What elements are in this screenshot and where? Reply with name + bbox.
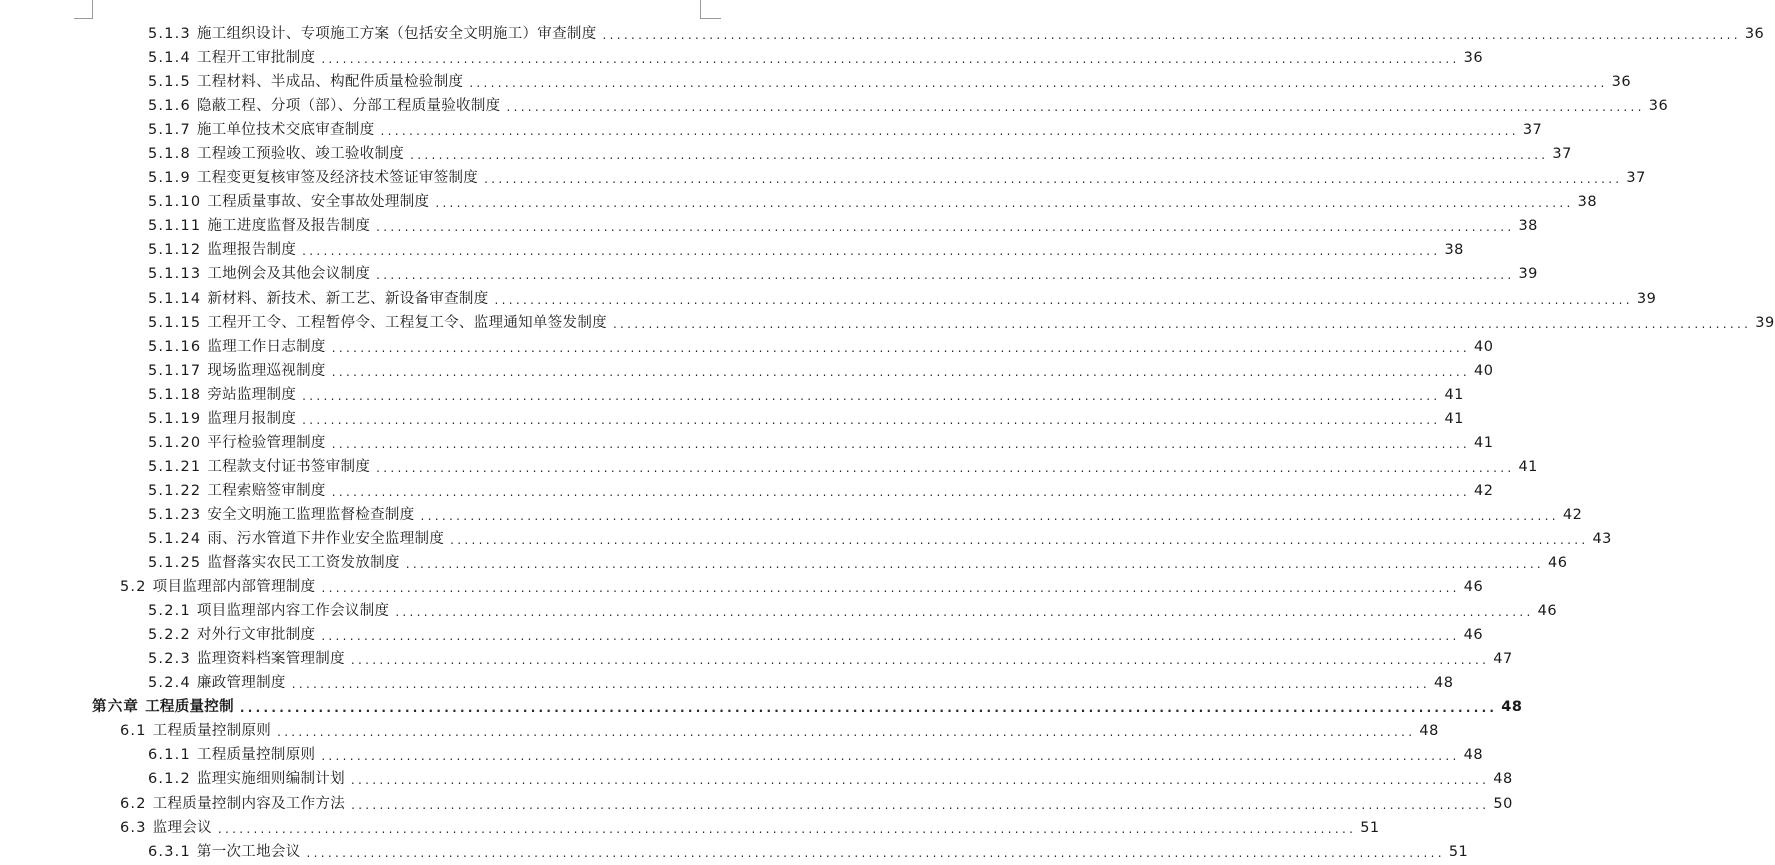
toc-entry-page-number: 41: [1518, 458, 1538, 475]
toc-entry-page-number: 41: [1444, 386, 1464, 403]
toc-entry[interactable]: [0, 70, 1632, 94]
toc-dot-leader: ................................................................................................................................................................: [302, 412, 1441, 427]
toc-entry[interactable]: [0, 335, 1494, 359]
toc-entry-number: 6.1.1: [148, 747, 191, 764]
toc-dot-leader: ................................................................................................................................................................: [350, 773, 1490, 788]
toc-dot-leader: ................................................................................................................................................................: [331, 364, 1471, 379]
toc-dot-leader: ................................................................................................................................................................: [331, 436, 1471, 451]
toc-entry-number: 6.2: [120, 795, 147, 812]
toc-entry[interactable]: [0, 551, 1568, 575]
toc-entry[interactable]: [0, 623, 1484, 647]
toc-entry-title: 项目监理部内容工作会议制度: [196, 603, 390, 620]
toc-entry-title: 旁站监理制度: [207, 386, 297, 403]
toc-entry-page-number: 43: [1592, 531, 1612, 547]
toc-entry-title: 监理工作日志制度: [207, 338, 326, 355]
toc-entry-page-number: 39: [1755, 314, 1775, 331]
toc-entry-page-number: 37: [1522, 122, 1543, 139]
toc-entry-title: 工程变更复核审签及经济技术签证审签制度: [196, 170, 479, 187]
toc-entry[interactable]: [0, 407, 1464, 431]
toc-entry-page-number: 48: [1434, 675, 1454, 692]
toc-dot-leader: ................................................................................................................................................................: [506, 100, 1645, 115]
toc-entry-page-number: 36: [1463, 50, 1484, 67]
toc-entry-page-number: 38: [1518, 218, 1538, 235]
margin-corner-mark-left: [74, 0, 93, 19]
toc-entry[interactable]: [0, 671, 1454, 695]
toc-entry-number: 5.2.1: [148, 603, 191, 620]
toc-entry-number: 5.1.10: [148, 194, 202, 211]
toc-entry-page-number: 40: [1474, 338, 1494, 355]
toc-dot-leader: ................................................................................................................................................................: [351, 797, 1490, 812]
toc-entry[interactable]: [0, 190, 1598, 214]
toc-entry-number: 5.1.19: [148, 410, 202, 427]
toc-entry-title: 施工单位技术交底审查制度: [196, 122, 375, 139]
toc-entry[interactable]: [0, 599, 1558, 623]
toc-dot-leader: ................................................................................................................................................................: [420, 508, 1559, 523]
toc-entry[interactable]: [0, 22, 1765, 46]
toc-entry-number: 5.1.23: [148, 506, 202, 523]
toc-entry-number: 5.1.14: [148, 290, 202, 307]
toc-dot-leader: ................................................................................................................................................................: [484, 172, 1623, 187]
toc-entry-title: 工程开工审批制度: [196, 50, 316, 67]
toc-entry-title: 廉政管理制度: [196, 675, 286, 692]
toc-entry[interactable]: [0, 503, 1583, 527]
toc-dot-leader: ................................................................................................................................................................: [302, 244, 1441, 259]
toc-entry[interactable]: [0, 840, 1469, 864]
toc-entry[interactable]: [0, 767, 1513, 791]
toc-entry[interactable]: [0, 695, 1523, 719]
toc-entry-page-number: 46: [1548, 555, 1568, 572]
toc-dot-leader: ................................................................................................................................................................: [602, 28, 1741, 43]
toc-entry-title: 监理会议: [152, 819, 212, 836]
toc-entry-page-number: 48: [1501, 699, 1523, 716]
toc-entry-number: 5.1.3: [148, 26, 191, 43]
toc-entry-page-number: 48: [1463, 747, 1484, 764]
toc-entry-page-number: 36: [1611, 74, 1632, 91]
toc-dot-leader: ................................................................................................................................................................: [376, 268, 1515, 283]
toc-entry-number: 5.2.4: [148, 675, 191, 692]
toc-entry[interactable]: [0, 118, 1543, 142]
toc-entry-page-number: 38: [1577, 194, 1598, 211]
toc-entry[interactable]: [0, 647, 1513, 671]
toc-entry-number: 5.2.2: [148, 627, 191, 644]
toc-dot-leader: ................................................................................................................................................................: [376, 220, 1515, 235]
toc-entry-title: 工地例会及其他会议制度: [207, 266, 371, 283]
toc-entry-title: 雨、污水管道下井作业安全监理制度: [207, 531, 445, 547]
toc-entry[interactable]: [0, 46, 1484, 70]
toc-entry-title: 监理月报制度: [207, 410, 297, 427]
toc-dot-leader: ................................................................................................................................................................: [435, 196, 1574, 211]
margin-corner-mark-right: [700, 0, 721, 19]
toc-entry-title: 工程开工令、工程暂停令、工程复工令、监理通知单签发制度: [207, 314, 607, 331]
toc-entry-page-number: 46: [1463, 627, 1484, 644]
toc-entry-number: 6.1: [120, 723, 147, 740]
toc-entry[interactable]: [0, 359, 1494, 383]
toc-dot-leader: ................................................................................................................................................................: [410, 148, 1549, 163]
toc-entry-title: 监理实施细则编制计划: [196, 771, 345, 788]
toc-entry[interactable]: [0, 311, 1775, 335]
toc-entry-page-number: 51: [1360, 819, 1380, 836]
toc-entry-title: 工程质量控制: [145, 699, 234, 716]
toc-dot-leader: ................................................................................................................................................................: [321, 581, 1460, 596]
toc-entry-title: 工程质量控制原则: [152, 723, 272, 740]
toc-entry-title: 工程质量控制原则: [196, 747, 316, 764]
toc-entry-number: 5.1.4: [148, 50, 191, 67]
toc-entry-number: 5.1.7: [148, 122, 191, 139]
toc-entry[interactable]: [0, 479, 1494, 503]
toc-entry-number: 5.2.3: [148, 651, 191, 668]
toc-entry[interactable]: [0, 431, 1494, 455]
toc-entry[interactable]: [0, 214, 1538, 238]
toc-entry-page-number: 47: [1493, 651, 1513, 668]
toc-dot-leader: ................................................................................................................................................................: [291, 677, 1431, 692]
toc-dot-leader: ................................................................................................................................................................: [217, 821, 1357, 836]
toc-entry-number: 6.1.2: [148, 771, 191, 788]
toc-dot-leader: ................................................................................................................................................................: [405, 557, 1545, 572]
toc-dot-leader: ................................................................................................................................................................: [321, 629, 1460, 644]
toc-entry-number: 5.1.15: [148, 314, 202, 331]
toc-entry-title: 新材料、新技术、新工艺、新设备审查制度: [207, 290, 489, 307]
toc-dot-leader: ................................................................................................................................................................: [380, 124, 1519, 139]
toc-entry[interactable]: [0, 287, 1657, 311]
toc-entry[interactable]: [0, 527, 1612, 551]
toc-dot-leader: ................................................................................................................................................................: [469, 76, 1608, 91]
toc-entry-title: 对外行文审批制度: [196, 627, 316, 644]
toc-entry-number: 5.1.11: [148, 218, 202, 235]
toc-entry[interactable]: [0, 816, 1380, 840]
toc-entry-title: 工程款支付证书签审制度: [207, 458, 371, 475]
toc-entry-number: 6.3: [120, 819, 147, 836]
toc-entry-number: 5.1.13: [148, 266, 202, 283]
toc-entry-title: 工程质量事故、安全事故处理制度: [207, 194, 430, 211]
toc-entry[interactable]: [0, 166, 1646, 190]
toc-entry-page-number: 37: [1626, 170, 1646, 187]
toc-entry-title: 现场监理巡视制度: [207, 362, 326, 379]
toc-entry-page-number: 42: [1562, 506, 1583, 523]
toc-entry-number: 5.2: [120, 579, 147, 596]
toc-entry-page-number: 41: [1444, 410, 1464, 427]
toc-entry-page-number: 46: [1463, 579, 1484, 596]
toc-dot-leader: ................................................................................................................................................................: [612, 316, 1752, 331]
toc-dot-leader: ................................................................................................................................................................: [331, 484, 1471, 499]
toc-entry-number: 第六章: [92, 699, 140, 716]
toc-entry[interactable]: [0, 238, 1464, 262]
toc-entry-title: 监理资料档案管理制度: [196, 651, 345, 668]
toc-entry-page-number: 37: [1552, 146, 1572, 163]
toc-dot-leader: ................................................................................................................................................................: [321, 52, 1460, 67]
toc-dot-leader: ................................................................................................................................................................: [239, 701, 1498, 716]
toc-entry-title: 安全文明施工监理监督检查制度: [207, 506, 415, 523]
toc-entry[interactable]: [0, 142, 1572, 166]
toc-entry-page-number: 38: [1444, 242, 1464, 259]
toc-entry[interactable]: [0, 743, 1484, 767]
toc-dot-leader: ................................................................................................................................................................: [331, 340, 1471, 355]
toc-entry-title: 工程竣工预验收、竣工验收制度: [196, 146, 405, 163]
toc-entry-number: 5.1.21: [148, 458, 202, 475]
toc-entry-page-number: 48: [1419, 723, 1439, 740]
toc-dot-leader: ................................................................................................................................................................: [350, 653, 1490, 668]
toc-dot-leader: ................................................................................................................................................................: [321, 749, 1460, 764]
toc-entry-title: 隐蔽工程、分项（部）、分部工程质量验收制度: [196, 98, 501, 115]
toc-entry-title: 工程质量控制内容及工作方法: [152, 795, 346, 812]
toc-entry[interactable]: [0, 455, 1538, 479]
toc-dot-leader: ................................................................................................................................................................: [302, 388, 1441, 403]
toc-dot-leader: ................................................................................................................................................................: [277, 725, 1416, 740]
toc-entry-title: 工程索赔签审制度: [207, 482, 326, 499]
toc-entry-number: 5.1.6: [148, 98, 191, 115]
toc-dot-leader: ................................................................................................................................................................: [395, 605, 1534, 620]
toc-entry-page-number: 39: [1518, 266, 1538, 283]
toc-entry-page-number: 48: [1493, 771, 1513, 788]
toc-entry-number: 5.1.9: [148, 170, 191, 187]
toc-entry-title: 第一次工地会议: [196, 843, 301, 860]
toc-entry-page-number: 46: [1537, 603, 1558, 620]
toc-entry[interactable]: [0, 94, 1669, 118]
toc-entry-title: 工程材料、半成品、构配件质量检验制度: [196, 74, 464, 91]
toc-entry[interactable]: [0, 262, 1538, 286]
toc-entry-title: 项目监理部内部管理制度: [152, 579, 316, 596]
toc-dot-leader: ................................................................................................................................................................: [494, 292, 1633, 307]
toc-entry-number: 5.1.20: [148, 434, 202, 451]
toc-entry-number: 5.1.16: [148, 338, 202, 355]
toc-entry-page-number: 39: [1636, 290, 1657, 307]
toc-entry-number: 6.3.1: [148, 843, 191, 860]
toc-entry-number: 5.1.8: [148, 146, 191, 163]
toc-entry-page-number: 40: [1474, 362, 1494, 379]
toc-entry[interactable]: [0, 575, 1484, 599]
toc-entry-number: 5.1.5: [148, 74, 191, 91]
toc-entry[interactable]: [0, 792, 1513, 816]
toc-entry-page-number: 51: [1448, 843, 1469, 860]
toc-entry-page-number: 41: [1474, 434, 1494, 451]
toc-entry-title: 平行检验管理制度: [207, 434, 326, 451]
toc-entry-page-number: 36: [1744, 26, 1765, 43]
toc-entry-number: 5.1.12: [148, 242, 202, 259]
toc-entry-title: 施工组织设计、专项施工方案（包括安全文明施工）审查制度: [196, 26, 597, 43]
toc-entry-page-number: 50: [1493, 795, 1513, 812]
toc-entry[interactable]: [0, 719, 1439, 743]
toc-dot-leader: ................................................................................................................................................................: [376, 460, 1515, 475]
toc-dot-leader: ................................................................................................................................................................: [306, 845, 1445, 860]
toc-dot-leader: ................................................................................................................................................................: [450, 533, 1589, 547]
toc-entry-title: 施工进度监督及报告制度: [207, 218, 371, 235]
toc-entry-number: 5.1.24: [148, 531, 202, 547]
table-of-contents: [0, 22, 1775, 864]
toc-entry-number: 5.1.18: [148, 386, 202, 403]
toc-entry-title: 监理报告制度: [207, 242, 297, 259]
toc-entry-number: 5.1.17: [148, 362, 202, 379]
toc-entry-number: 5.1.22: [148, 482, 202, 499]
toc-entry-page-number: 42: [1474, 482, 1494, 499]
toc-entry-page-number: 36: [1648, 98, 1669, 115]
toc-entry-title: 监督落实农民工工资发放制度: [207, 555, 400, 572]
toc-entry[interactable]: [0, 383, 1464, 407]
toc-entry-number: 5.1.25: [148, 555, 202, 572]
